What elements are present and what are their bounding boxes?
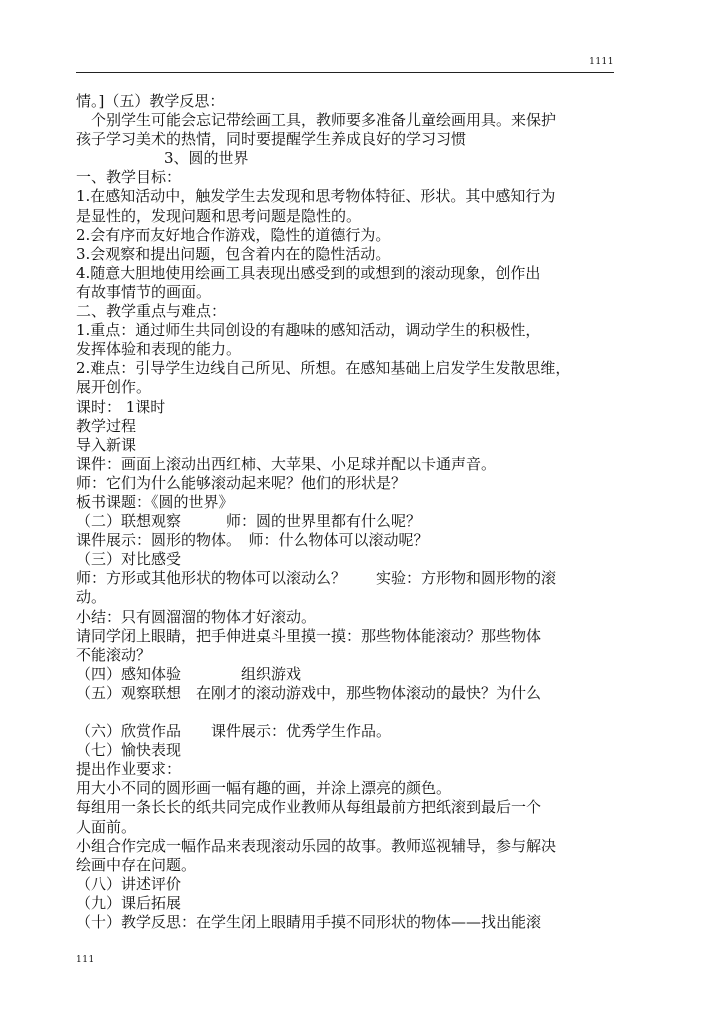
text-line: （五）观察联想 在刚才的滚动游戏中，那些物体滚动的最快？为什么 — [76, 683, 542, 702]
text-line: 师：方形或其他形状的物体可以滚动么？ 实验：方形物和圆形物的滚 — [76, 569, 557, 588]
text-line: 课时： 1课时 — [76, 397, 166, 416]
text-line: 绘画中存在问题。 — [76, 855, 197, 874]
text-line: 小结：只有圆溜溜的物体才好滚动。 — [76, 607, 317, 626]
section-title: 3、圆的世界 — [164, 149, 249, 168]
text-line: 用大小不同的圆形画一幅有趣的画，并涂上漂亮的颜色。 — [76, 779, 452, 798]
text-line: 每组用一条长长的纸共同完成作业教师从每组最前方把纸滚到最后一个 — [76, 798, 542, 817]
text-line: 2.会有序而友好地合作游戏，隐性的道德行为。 — [76, 225, 391, 244]
text-line: 情。]（五）教学反思： — [76, 92, 225, 110]
heading-objectives: 一、教学目标： — [76, 168, 182, 187]
blank-line — [76, 703, 616, 722]
text-line: 孩子学习美术的热情，同时要提醒学生养成良好的学习习惯 — [76, 130, 467, 149]
text-line: 2.难点：引导学生边线自己所见、所想。在感知基础上启发学生发散思维， — [76, 359, 571, 378]
heading-process: 教学过程 — [76, 416, 137, 435]
header-page-number: 1111 — [589, 57, 614, 67]
text-line: 提出作业要求： — [76, 760, 182, 779]
text-line: 小组合作完成一幅作品来表现滚动乐园的故事。教师巡视辅导，参与解决 — [76, 836, 557, 855]
text-line: （八）讲述评价 — [76, 874, 182, 893]
text-line: （三）对比感受 — [76, 550, 182, 569]
text-line: （十）教学反思：在学生闭上眼睛用手摸不同形状的物体——找出能滚 — [76, 913, 542, 932]
text-line: 人面前。 — [76, 817, 137, 836]
heading-key-points: 二、教学重点与难点： — [76, 302, 227, 321]
text-line: 师：它们为什么能够滚动起来呢？他们的形状是？ — [76, 473, 407, 492]
text-line: （七）愉快表现 — [76, 741, 182, 760]
text-line: 动。 — [76, 588, 107, 607]
text-line: 课件展示：圆形的物体。 师：什么物体可以滚动呢？ — [76, 531, 429, 550]
text-line: 发挥体验和表现的能力。 — [76, 340, 242, 359]
text-line: 有故事情节的画面。 — [76, 282, 212, 301]
text-line: 1.在感知活动中，触发学生去发现和思考物体特征、形状。其中感知行为 — [76, 187, 556, 206]
text-line: 1.重点：通过师生共同创设的有趣味的感知活动，调动学生的积极性， — [76, 321, 541, 340]
text-line: 3.会观察和提出问题，包含着内在的隐性活动。 — [76, 244, 391, 263]
text-line: （六）欣赏作品 课件展示：优秀学生作品。 — [76, 722, 392, 741]
header-rule — [76, 72, 614, 73]
text-line: （九）课后拓展 — [76, 893, 182, 912]
text-line: （四）感知体验 组织游戏 — [76, 664, 302, 683]
text-line: 课件：画面上滚动出西红柿、大苹果、小足球并配以卡通声音。 — [76, 454, 497, 473]
text-line: 是显性的，发现问题和思考问题是隐性的。 — [76, 206, 362, 225]
text-line: 展开创作。 — [76, 378, 152, 397]
text-line: 个别学生可能会忘记带绘画工具，教师要多准备儿童绘画用具。来保护 — [91, 111, 557, 130]
document-body — [76, 92, 616, 932]
text-line: 请同学闭上眼睛，把手伸进桌斗里摸一摸：那些物体能滚动？那些物体 — [76, 626, 542, 645]
text-line: 导入新课 — [76, 435, 137, 454]
text-line: 4.随意大胆地使用绘画工具表现出感受到的或想到的滚动现象，创作出 — [76, 263, 541, 282]
text-line: （二）联想观察 师：圆的世界里都有什么呢？ — [76, 512, 422, 531]
text-line: 不能滚动？ — [76, 645, 152, 664]
footer-page-number: 111 — [76, 955, 95, 965]
text-line: 板书课题：《圆的世界》 — [76, 492, 234, 511]
